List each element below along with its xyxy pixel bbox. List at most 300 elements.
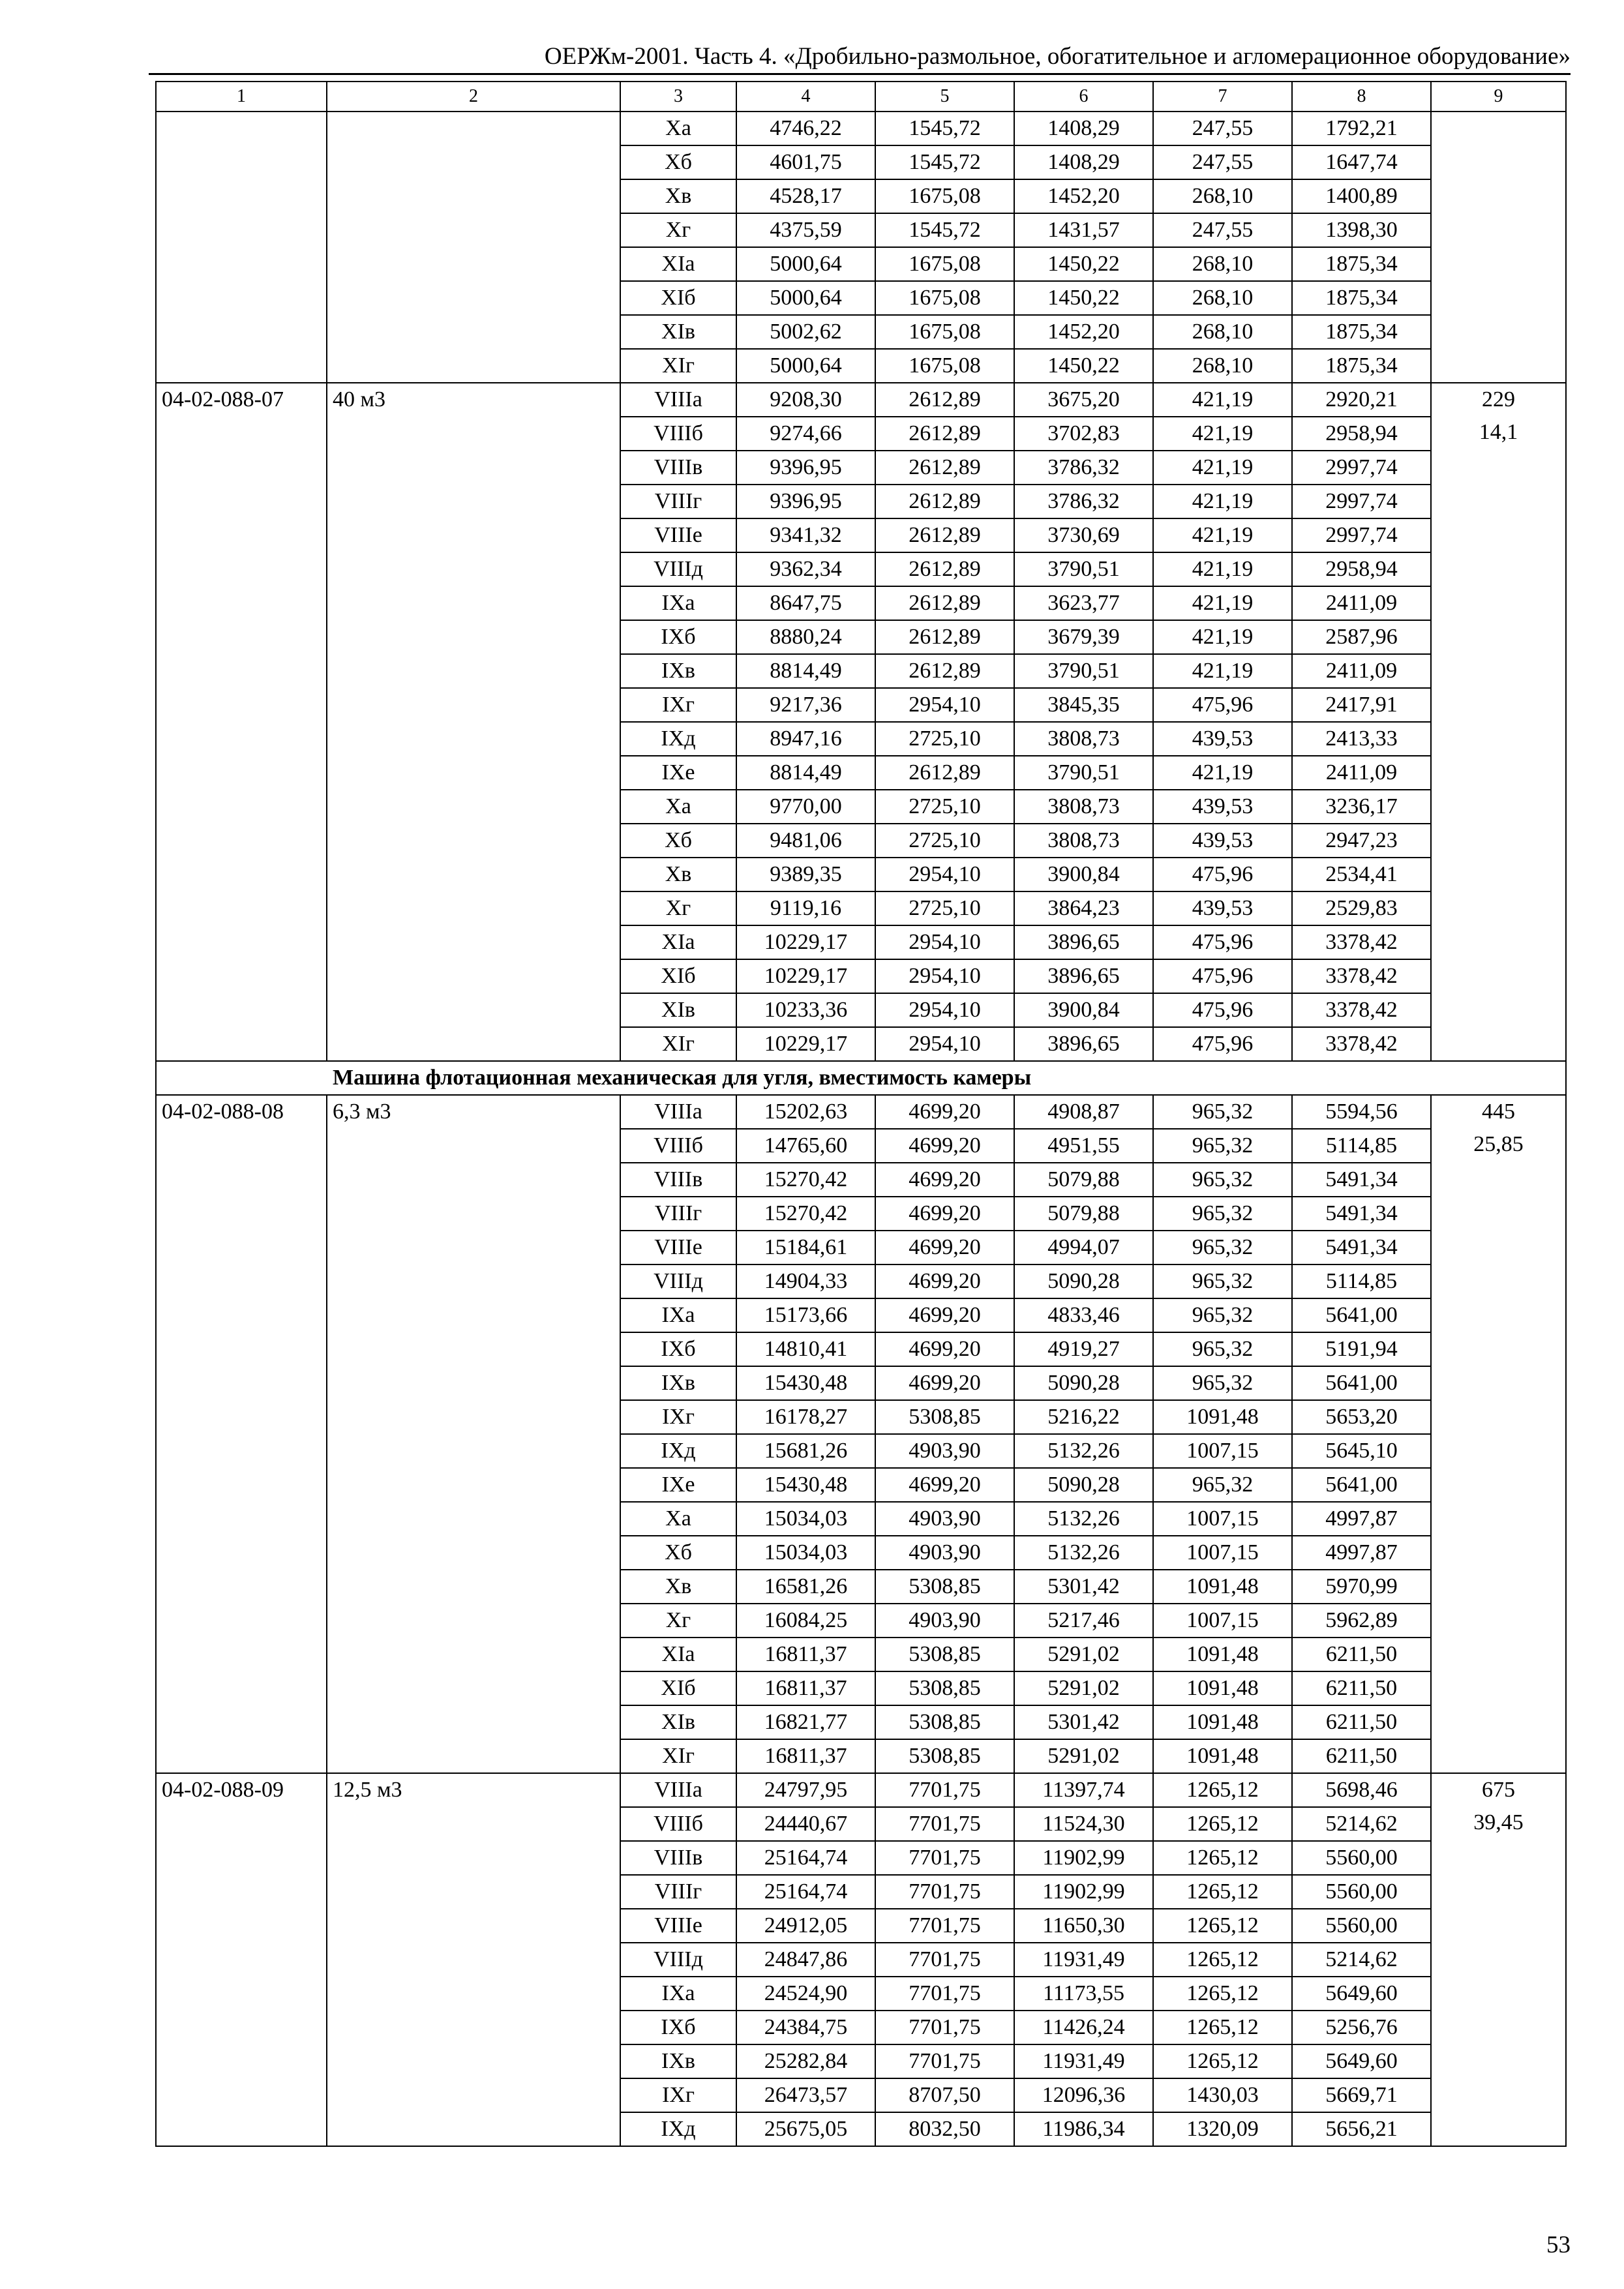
table-cell: 8814,49 — [736, 654, 875, 688]
table-cell: Xв — [620, 1570, 736, 1604]
table-cell: 1450,22 — [1014, 247, 1153, 281]
price-table — [155, 81, 1567, 2147]
table-cell: 965,32 — [1153, 1264, 1292, 1298]
table-cell: 5656,21 — [1292, 2112, 1431, 2146]
table-cell: 421,19 — [1153, 586, 1292, 620]
table-cell: VIIIa — [620, 1095, 736, 1129]
table-cell: 7701,75 — [875, 2044, 1014, 2078]
table-cell: 1007,15 — [1153, 1434, 1292, 1468]
table-cell: 1265,12 — [1153, 2011, 1292, 2044]
table-cell: 5641,00 — [1292, 1298, 1431, 1332]
table-cell: 2411,09 — [1292, 654, 1431, 688]
table-cell: 2958,94 — [1292, 552, 1431, 586]
table-cell: XIa — [620, 247, 736, 281]
item-extra-value: 229 — [1482, 387, 1515, 411]
table-cell: 10233,36 — [736, 993, 875, 1027]
column-number-cell: 9 — [1431, 82, 1566, 112]
table-cell: 5560,00 — [1292, 1875, 1431, 1909]
table-cell: 6211,50 — [1292, 1739, 1431, 1773]
table-cell: IXб — [620, 620, 736, 654]
item-extra-value: 675 — [1482, 1778, 1515, 1802]
table-cell: 7701,75 — [875, 1875, 1014, 1909]
table-cell: XIa — [620, 1638, 736, 1671]
table-cell: 5308,85 — [875, 1671, 1014, 1705]
table-cell: 2534,41 — [1292, 858, 1431, 891]
table-cell: 6211,50 — [1292, 1671, 1431, 1705]
table-cell: 3808,73 — [1014, 824, 1153, 858]
table-cell: 15270,42 — [736, 1163, 875, 1197]
table-cell: 5308,85 — [875, 1705, 1014, 1739]
column-number-cell: 4 — [736, 82, 875, 112]
table-cell: 3679,39 — [1014, 620, 1153, 654]
table-cell: 1091,48 — [1153, 1400, 1292, 1434]
table-cell: 16811,37 — [736, 1671, 875, 1705]
table-cell: IXд — [620, 722, 736, 756]
table-cell: 16821,77 — [736, 1705, 875, 1739]
table-cell: 24384,75 — [736, 2011, 875, 2044]
table-cell: 247,55 — [1153, 145, 1292, 179]
table-cell: XIб — [620, 281, 736, 315]
table-cell: 4908,87 — [1014, 1095, 1153, 1129]
table-cell: 421,19 — [1153, 552, 1292, 586]
table-cell: 4699,20 — [875, 1095, 1014, 1129]
table-cell: 7701,75 — [875, 2011, 1014, 2044]
table-cell: 3790,51 — [1014, 654, 1153, 688]
table-cell: 5308,85 — [875, 1570, 1014, 1604]
table-cell: 4746,22 — [736, 112, 875, 145]
table-cell: Xб — [620, 145, 736, 179]
table-cell: 11902,99 — [1014, 1875, 1153, 1909]
table-cell: 3378,42 — [1292, 925, 1431, 959]
table-cell: 2529,83 — [1292, 891, 1431, 925]
table-cell: 439,53 — [1153, 790, 1292, 824]
table-cell: 4699,20 — [875, 1332, 1014, 1366]
table-cell: 7701,75 — [875, 1943, 1014, 1977]
table-cell: VIIIе — [620, 1909, 736, 1943]
table-cell: 3236,17 — [1292, 790, 1431, 824]
table-cell: 5491,34 — [1292, 1163, 1431, 1197]
table-cell: 965,32 — [1153, 1197, 1292, 1231]
table-cell: 5308,85 — [875, 1400, 1014, 1434]
table-cell: 1091,48 — [1153, 1638, 1292, 1671]
table-cell: VIIIд — [620, 1264, 736, 1298]
table-cell: 2997,74 — [1292, 518, 1431, 552]
item-code-cell: 04-02-088-09 — [156, 1773, 327, 2146]
table-cell: 25282,84 — [736, 2044, 875, 2078]
table-cell: 5641,00 — [1292, 1366, 1431, 1400]
table-cell: 5653,20 — [1292, 1400, 1431, 1434]
table-cell: 1265,12 — [1153, 1841, 1292, 1875]
table-cell: 1675,08 — [875, 247, 1014, 281]
table-cell: XIв — [620, 1705, 736, 1739]
item-name-cell: 6,3 м3 — [327, 1095, 620, 1773]
table-cell: 1450,22 — [1014, 349, 1153, 383]
table-row — [156, 383, 1566, 417]
table-cell: 1007,15 — [1153, 1502, 1292, 1536]
table-cell: 439,53 — [1153, 824, 1292, 858]
table-cell: 475,96 — [1153, 1027, 1292, 1061]
table-cell: 5214,62 — [1292, 1807, 1431, 1841]
table-cell: 421,19 — [1153, 451, 1292, 485]
table-cell: Xг — [620, 891, 736, 925]
header-rule — [149, 73, 1571, 75]
table-cell: 5132,26 — [1014, 1434, 1153, 1468]
table-cell: 3378,42 — [1292, 1027, 1431, 1061]
table-cell: 5301,42 — [1014, 1570, 1153, 1604]
table-cell: 4903,90 — [875, 1536, 1014, 1570]
table-cell: 3896,65 — [1014, 1027, 1153, 1061]
table-cell: 1398,30 — [1292, 213, 1431, 247]
table-cell: 11650,30 — [1014, 1909, 1153, 1943]
table-cell: 965,32 — [1153, 1231, 1292, 1264]
table-cell: 5214,62 — [1292, 1943, 1431, 1977]
table-cell: 1647,74 — [1292, 145, 1431, 179]
table-cell: XIг — [620, 1027, 736, 1061]
table-cell: 5002,62 — [736, 315, 875, 349]
table-cell: 9396,95 — [736, 451, 875, 485]
table-cell: 8814,49 — [736, 756, 875, 790]
table-cell: 5114,85 — [1292, 1129, 1431, 1163]
table-cell: IXa — [620, 1977, 736, 2011]
table-cell: 4528,17 — [736, 179, 875, 213]
table-cell: XIг — [620, 349, 736, 383]
table-cell: 1400,89 — [1292, 179, 1431, 213]
table-cell: 4699,20 — [875, 1264, 1014, 1298]
table-cell: 9362,34 — [736, 552, 875, 586]
table-cell: 15202,63 — [736, 1095, 875, 1129]
table-cell: 439,53 — [1153, 722, 1292, 756]
table-cell: VIIIб — [620, 417, 736, 451]
table-cell: 11902,99 — [1014, 1841, 1153, 1875]
item-name-cell: 40 м3 — [327, 383, 620, 1061]
table-cell: 5649,60 — [1292, 2044, 1431, 2078]
table-cell: 965,32 — [1153, 1095, 1292, 1129]
table-cell: 7701,75 — [875, 1773, 1014, 1807]
table-cell: 5256,76 — [1292, 2011, 1431, 2044]
table-cell: 11986,34 — [1014, 2112, 1153, 2146]
table-cell: IXе — [620, 756, 736, 790]
table-cell: 1452,20 — [1014, 315, 1153, 349]
table-cell: 6211,50 — [1292, 1638, 1431, 1671]
table-cell: 5594,56 — [1292, 1095, 1431, 1129]
table-cell: 25675,05 — [736, 2112, 875, 2146]
table-cell: Xв — [620, 179, 736, 213]
table-cell: 25164,74 — [736, 1841, 875, 1875]
table-cell: Xa — [620, 1502, 736, 1536]
table-cell: 5132,26 — [1014, 1502, 1153, 1536]
table-cell: 4951,55 — [1014, 1129, 1153, 1163]
table-cell: 3786,32 — [1014, 451, 1153, 485]
table-cell: 2612,89 — [875, 654, 1014, 688]
table-cell: 3896,65 — [1014, 925, 1153, 959]
table-cell: 2954,10 — [875, 925, 1014, 959]
table-cell: 247,55 — [1153, 112, 1292, 145]
table-cell: 1875,34 — [1292, 315, 1431, 349]
table-cell: 9217,36 — [736, 688, 875, 722]
item-extra-cell — [1431, 1773, 1566, 2146]
table-cell: 1007,15 — [1153, 1604, 1292, 1638]
table-cell: 2612,89 — [875, 586, 1014, 620]
table-cell: 10229,17 — [736, 959, 875, 993]
table-cell: 4699,20 — [875, 1197, 1014, 1231]
table-cell: IXе — [620, 1468, 736, 1502]
table-cell: 5491,34 — [1292, 1231, 1431, 1264]
table-cell: 2612,89 — [875, 383, 1014, 417]
table-cell: 24524,90 — [736, 1977, 875, 2011]
table-cell: 1675,08 — [875, 349, 1014, 383]
table-cell: IXг — [620, 2078, 736, 2112]
table-cell: 10229,17 — [736, 1027, 875, 1061]
table-cell: 5641,00 — [1292, 1468, 1431, 1502]
table-cell: 16084,25 — [736, 1604, 875, 1638]
table-cell: 16178,27 — [736, 1400, 875, 1434]
section-title: Машина флотационная механическая для угля, вместимость камеры — [156, 1061, 1566, 1095]
table-cell: VIIIе — [620, 518, 736, 552]
table-cell: 12096,36 — [1014, 2078, 1153, 2112]
table-cell: 8647,75 — [736, 586, 875, 620]
table-cell: IXд — [620, 2112, 736, 2146]
table-cell: 3623,77 — [1014, 586, 1153, 620]
table-cell: 24797,95 — [736, 1773, 875, 1807]
table-cell: Xa — [620, 112, 736, 145]
table-cell: 2920,21 — [1292, 383, 1431, 417]
page-number: 53 — [1546, 2232, 1571, 2258]
table-cell: 5308,85 — [875, 1739, 1014, 1773]
table-cell: 5090,28 — [1014, 1366, 1153, 1400]
table-cell: 1875,34 — [1292, 281, 1431, 315]
table-cell: 965,32 — [1153, 1129, 1292, 1163]
table-cell: 5649,60 — [1292, 1977, 1431, 2011]
table-cell: 4699,20 — [875, 1231, 1014, 1264]
table-cell: 5308,85 — [875, 1638, 1014, 1671]
column-number-cell: 3 — [620, 82, 736, 112]
table-cell: 1792,21 — [1292, 112, 1431, 145]
table-cell: 8032,50 — [875, 2112, 1014, 2146]
table-cell: 9119,16 — [736, 891, 875, 925]
table-cell: 16811,37 — [736, 1638, 875, 1671]
table-cell: 1265,12 — [1153, 1943, 1292, 1977]
table-cell: XIв — [620, 315, 736, 349]
table-cell: 247,55 — [1153, 213, 1292, 247]
table-cell: 11524,30 — [1014, 1807, 1153, 1841]
table-cell: 421,19 — [1153, 417, 1292, 451]
table-cell: 9770,00 — [736, 790, 875, 824]
table-cell: 2725,10 — [875, 790, 1014, 824]
table-cell: IXa — [620, 1298, 736, 1332]
table-body — [156, 82, 1566, 2146]
table-cell: 1430,03 — [1153, 2078, 1292, 2112]
item-extra-value: 14,1 — [1479, 420, 1518, 444]
table-cell: 7701,75 — [875, 1977, 1014, 2011]
table-cell: 15681,26 — [736, 1434, 875, 1468]
table-cell: VIIIд — [620, 552, 736, 586]
table-cell: 4601,75 — [736, 145, 875, 179]
table-cell: IXв — [620, 1366, 736, 1400]
price-table-container — [155, 81, 1567, 2147]
table-cell: 5132,26 — [1014, 1536, 1153, 1570]
table-cell: 7701,75 — [875, 1841, 1014, 1875]
table-cell: 5698,46 — [1292, 1773, 1431, 1807]
table-cell: 421,19 — [1153, 620, 1292, 654]
table-cell: XIб — [620, 1671, 736, 1705]
table-cell: 3378,42 — [1292, 993, 1431, 1027]
table-cell: 1265,12 — [1153, 1875, 1292, 1909]
table-cell: 9341,32 — [736, 518, 875, 552]
table-cell: 15184,61 — [736, 1231, 875, 1264]
table-cell: 2417,91 — [1292, 688, 1431, 722]
table-cell: 965,32 — [1153, 1298, 1292, 1332]
table-cell: 5669,71 — [1292, 2078, 1431, 2112]
table-cell: 3900,84 — [1014, 993, 1153, 1027]
table-cell: Xг — [620, 213, 736, 247]
table-cell: 475,96 — [1153, 858, 1292, 891]
table-cell: IXб — [620, 1332, 736, 1366]
table-cell: VIIIб — [620, 1129, 736, 1163]
table-cell: 2587,96 — [1292, 620, 1431, 654]
table-cell: 5217,46 — [1014, 1604, 1153, 1638]
table-cell: 14904,33 — [736, 1264, 875, 1298]
table-cell: Xa — [620, 790, 736, 824]
table-cell: Xв — [620, 858, 736, 891]
table-cell: 2725,10 — [875, 824, 1014, 858]
table-cell: 2612,89 — [875, 485, 1014, 518]
table-cell: 5079,88 — [1014, 1197, 1153, 1231]
table-cell: 4699,20 — [875, 1468, 1014, 1502]
table-cell: Xг — [620, 1604, 736, 1638]
extra-cell — [1431, 112, 1566, 383]
table-cell: 25164,74 — [736, 1875, 875, 1909]
table-cell: 9396,95 — [736, 485, 875, 518]
table-cell: 14765,60 — [736, 1129, 875, 1163]
table-cell: 15034,03 — [736, 1536, 875, 1570]
table-cell: 9274,66 — [736, 417, 875, 451]
table-cell: 5079,88 — [1014, 1163, 1153, 1197]
table-cell: 5000,64 — [736, 247, 875, 281]
table-cell: 7701,75 — [875, 1909, 1014, 1943]
table-cell: 15173,66 — [736, 1298, 875, 1332]
table-cell: 475,96 — [1153, 688, 1292, 722]
table-cell: 5000,64 — [736, 349, 875, 383]
table-cell: 5560,00 — [1292, 1909, 1431, 1943]
table-cell: VIIIв — [620, 1841, 736, 1875]
table-cell: 3845,35 — [1014, 688, 1153, 722]
table-cell: 2413,33 — [1292, 722, 1431, 756]
table-cell: 24912,05 — [736, 1909, 875, 1943]
table-row — [156, 1773, 1566, 1807]
table-cell: 268,10 — [1153, 281, 1292, 315]
table-cell: 3675,20 — [1014, 383, 1153, 417]
table-cell: VIIIб — [620, 1807, 736, 1841]
table-cell: IXд — [620, 1434, 736, 1468]
table-cell: 9481,06 — [736, 824, 875, 858]
table-cell: 3730,69 — [1014, 518, 1153, 552]
table-cell: 2725,10 — [875, 891, 1014, 925]
table-cell: IXa — [620, 586, 736, 620]
table-cell: 3702,83 — [1014, 417, 1153, 451]
table-cell: 24440,67 — [736, 1807, 875, 1841]
table-cell: VIIIг — [620, 1197, 736, 1231]
table-cell: 2947,23 — [1292, 824, 1431, 858]
column-number-cell: 6 — [1014, 82, 1153, 112]
item-extra-cell — [1431, 1095, 1566, 1773]
table-cell: 5191,94 — [1292, 1332, 1431, 1366]
column-number-row — [156, 82, 1566, 112]
table-cell: 2411,09 — [1292, 756, 1431, 790]
table-cell: 268,10 — [1153, 315, 1292, 349]
table-cell: 9389,35 — [736, 858, 875, 891]
table-cell: 3790,51 — [1014, 756, 1153, 790]
table-cell: 1408,29 — [1014, 112, 1153, 145]
table-cell: 9208,30 — [736, 383, 875, 417]
section-row — [156, 1061, 1566, 1095]
table-cell: 15270,42 — [736, 1197, 875, 1231]
table-cell: 475,96 — [1153, 925, 1292, 959]
table-cell: 2411,09 — [1292, 586, 1431, 620]
table-cell: 4919,27 — [1014, 1332, 1153, 1366]
table-cell: 5491,34 — [1292, 1197, 1431, 1231]
code-cell — [156, 112, 327, 383]
table-cell: 5000,64 — [736, 281, 875, 315]
table-cell: 1675,08 — [875, 281, 1014, 315]
table-cell: 4699,20 — [875, 1298, 1014, 1332]
table-cell: 1091,48 — [1153, 1570, 1292, 1604]
table-cell: Xб — [620, 1536, 736, 1570]
table-cell: 10229,17 — [736, 925, 875, 959]
column-number-cell: 2 — [327, 82, 620, 112]
table-cell: 2997,74 — [1292, 485, 1431, 518]
table-cell: 3808,73 — [1014, 790, 1153, 824]
table-cell: 1265,12 — [1153, 2044, 1292, 2078]
table-cell: 4997,87 — [1292, 1502, 1431, 1536]
table-cell: 1675,08 — [875, 315, 1014, 349]
table-cell: 5291,02 — [1014, 1638, 1153, 1671]
table-cell: VIIIв — [620, 451, 736, 485]
item-code-cell: 04-02-088-07 — [156, 383, 327, 1061]
table-cell: 3896,65 — [1014, 959, 1153, 993]
table-cell: 8947,16 — [736, 722, 875, 756]
table-cell: 1265,12 — [1153, 1909, 1292, 1943]
column-number-cell: 8 — [1292, 82, 1431, 112]
table-cell: 965,32 — [1153, 1163, 1292, 1197]
table-cell: VIIIг — [620, 1875, 736, 1909]
table-cell: 268,10 — [1153, 247, 1292, 281]
table-cell: IXб — [620, 2011, 736, 2044]
table-cell: XIa — [620, 925, 736, 959]
table-cell: 4375,59 — [736, 213, 875, 247]
table-cell: 1091,48 — [1153, 1705, 1292, 1739]
table-row — [156, 112, 1566, 145]
table-cell: 24847,86 — [736, 1943, 875, 1977]
table-cell: 5114,85 — [1292, 1264, 1431, 1298]
document-header: ОЕРЖм-2001. Часть 4. «Дробильно-размольное, обогатительное и агломерационное оборудование» — [544, 43, 1571, 70]
table-cell: 1265,12 — [1153, 1977, 1292, 2011]
table-cell: 4903,90 — [875, 1502, 1014, 1536]
table-cell: 1265,12 — [1153, 1773, 1292, 1807]
table-cell: 1875,34 — [1292, 349, 1431, 383]
table-cell: 5962,89 — [1292, 1604, 1431, 1638]
table-cell: VIIIa — [620, 1773, 736, 1807]
table-cell: 7701,75 — [875, 1807, 1014, 1841]
table-cell: 1320,09 — [1153, 2112, 1292, 2146]
table-cell: 8707,50 — [875, 2078, 1014, 2112]
table-cell: 1545,72 — [875, 145, 1014, 179]
table-cell: 475,96 — [1153, 959, 1292, 993]
table-cell: 421,19 — [1153, 485, 1292, 518]
table-cell: 2954,10 — [875, 959, 1014, 993]
column-number-cell: 7 — [1153, 82, 1292, 112]
table-cell: 1545,72 — [875, 213, 1014, 247]
item-name-cell: 12,5 м3 — [327, 1773, 620, 2146]
